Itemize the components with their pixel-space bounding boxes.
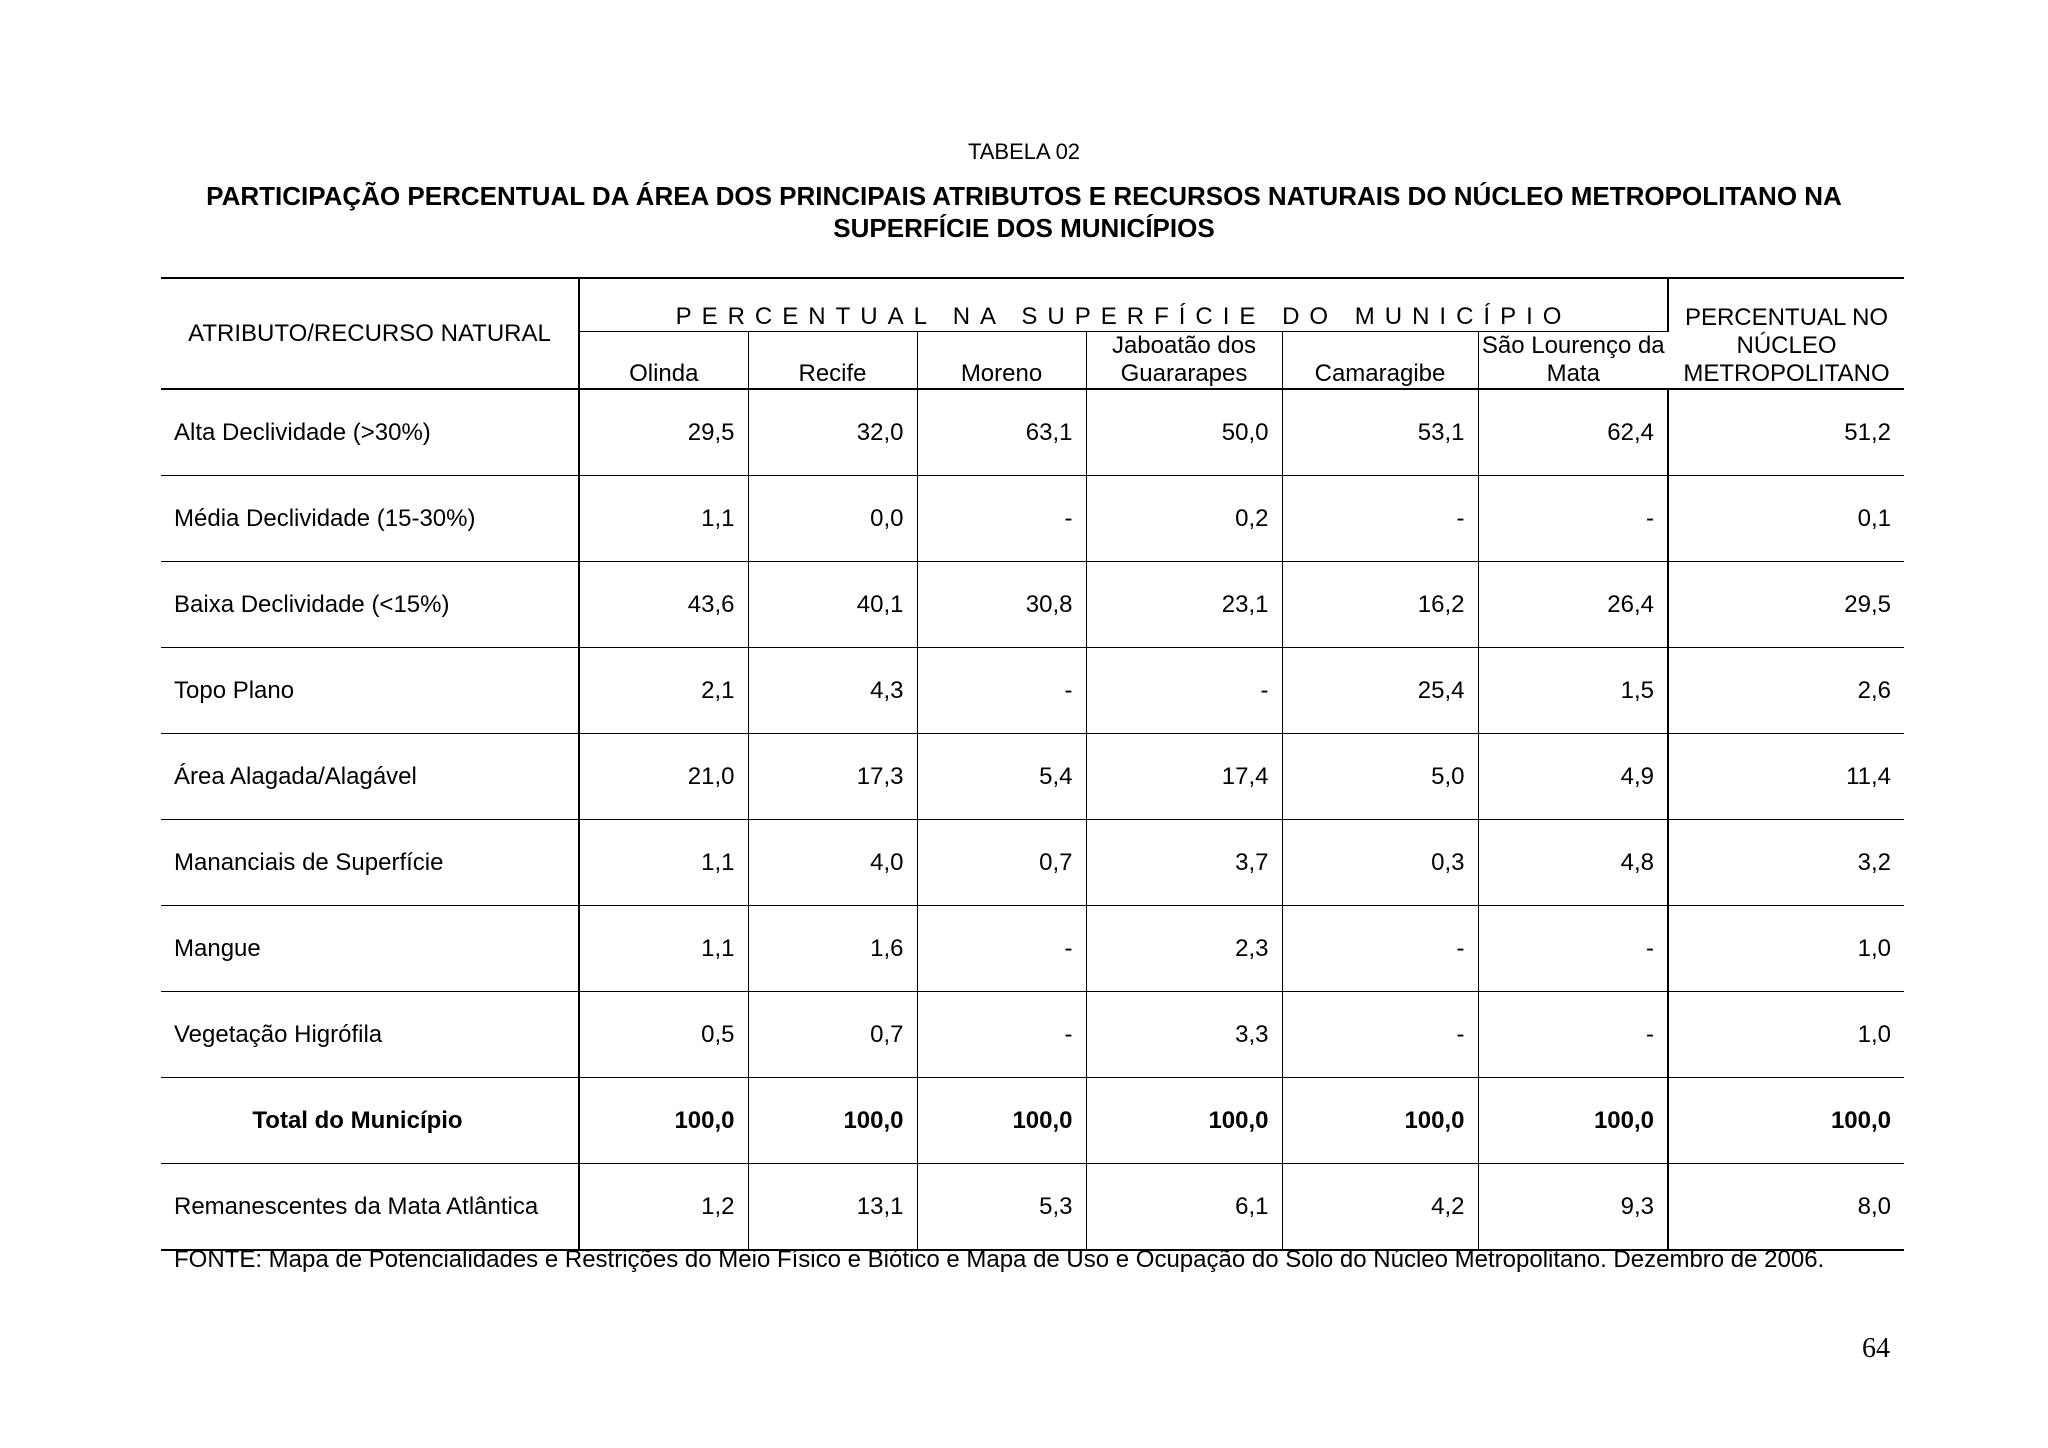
table-cell: 23,1: [1086, 562, 1282, 648]
table-cell: -: [917, 476, 1086, 562]
table-cell: 1,0: [1668, 992, 1904, 1078]
table-cell: 4,8: [1478, 820, 1668, 906]
column-header-sao-lourenco: São Lourenço da Mata: [1478, 332, 1668, 390]
column-header-moreno: Moreno: [917, 332, 1086, 390]
table-cell: 3,7: [1086, 820, 1282, 906]
table-cell: 0,7: [748, 992, 917, 1078]
table-cell: 2,1: [579, 648, 748, 734]
table-cell: 3,3: [1086, 992, 1282, 1078]
table-cell: 5,4: [917, 734, 1086, 820]
table-caption: TABELA 02: [967, 139, 1081, 164]
table-cell: 100,0: [579, 1078, 748, 1164]
table-cell: 63,1: [917, 389, 1086, 476]
table-cell: 2,3: [1086, 906, 1282, 992]
table-row: [161, 992, 1904, 1078]
table-cell: 40,1: [748, 562, 917, 648]
page-number: 64: [1862, 1333, 1890, 1364]
table-cell: 0,2: [1086, 476, 1282, 562]
table-cell: 4,3: [748, 648, 917, 734]
table-cell: 0,3: [1282, 820, 1478, 906]
row-label: Mangue: [161, 906, 579, 992]
row-label: Vegetação Higrófila: [161, 992, 579, 1078]
table-cell: 16,2: [1282, 562, 1478, 648]
column-header-recife: Recife: [748, 332, 917, 390]
table-cell: 100,0: [1086, 1078, 1282, 1164]
table-cell: -: [1282, 476, 1478, 562]
table-cell: -: [1282, 992, 1478, 1078]
row-label: Área Alagada/Alagável: [161, 734, 579, 820]
table-cell: 1,0: [1668, 906, 1904, 992]
table-cell: -: [1478, 476, 1668, 562]
table-cell: -: [1478, 906, 1668, 992]
table-cell: 2,6: [1668, 648, 1904, 734]
table-cell: 29,5: [579, 389, 748, 476]
table-cell: 51,2: [1668, 389, 1904, 476]
table-cell: 4,2: [1282, 1164, 1478, 1251]
table-cell: 1,1: [579, 906, 748, 992]
row-label: Baixa Declividade (<15%): [161, 562, 579, 648]
table-cell: 43,6: [579, 562, 748, 648]
table-cell: 11,4: [1668, 734, 1904, 820]
column-header-camaragibe: Camaragibe: [1282, 332, 1478, 390]
table-row: [161, 389, 1904, 476]
row-label: Topo Plano: [161, 648, 579, 734]
data-table: [161, 277, 1904, 1251]
table-cell: 1,2: [579, 1164, 748, 1251]
table-cell: 13,1: [748, 1164, 917, 1251]
table-cell: -: [917, 906, 1086, 992]
table-cell: -: [1086, 648, 1282, 734]
table-row: [161, 648, 1904, 734]
table-cell: 100,0: [1668, 1078, 1904, 1164]
table-cell: -: [917, 648, 1086, 734]
table-cell: 0,0: [748, 476, 917, 562]
row-label: Remanescentes da Mata Atlântica: [161, 1164, 579, 1251]
table-row: [161, 476, 1904, 562]
table-cell: 100,0: [748, 1078, 917, 1164]
table-cell: 29,5: [1668, 562, 1904, 648]
table-row: [161, 906, 1904, 992]
metro-percent-column-header: PERCENTUAL NO NÚCLEO METROPOLITANO: [1668, 278, 1904, 389]
table-cell: 50,0: [1086, 389, 1282, 476]
table-cell: 1,1: [579, 820, 748, 906]
table-cell: 100,0: [1282, 1078, 1478, 1164]
table-cell: 5,3: [917, 1164, 1086, 1251]
municipal-percent-group-header: PERCENTUAL NA SUPERFÍCIE DO MUNICÍPIO: [579, 278, 1668, 332]
row-label: Média Declividade (15-30%): [161, 476, 579, 562]
table-cell: 1,1: [579, 476, 748, 562]
table-cell: -: [1478, 992, 1668, 1078]
attribute-column-header: ATRIBUTO/RECURSO NATURAL: [161, 278, 579, 389]
table-title: PARTICIPAÇÃO PERCENTUAL DA ÁREA DOS PRINCIPAIS ATRIBUTOS E RECURSOS NATURAIS DO NÚCLEO METROPOLITANO NA SUPERFÍCIE DOS MUNICÍPIOS: [206, 181, 1842, 243]
column-header-olinda: Olinda: [579, 332, 748, 390]
table-cell: 32,0: [748, 389, 917, 476]
source-note: FONTE: Mapa de Potencialidades e Restrições do Meio Físico e Biótico e Mapa de Uso e Ocupação do Solo do Núcleo Metropolitano. Dezembro de 2006.: [174, 1246, 1825, 1273]
table-cell: 53,1: [1282, 389, 1478, 476]
table-cell: 0,5: [579, 992, 748, 1078]
table-cell: -: [1282, 906, 1478, 992]
table-cell: 100,0: [1478, 1078, 1668, 1164]
table-cell: 0,7: [917, 820, 1086, 906]
table-row: [161, 562, 1904, 648]
table-cell: 17,3: [748, 734, 917, 820]
table-cell: 30,8: [917, 562, 1086, 648]
table-cell: 62,4: [1478, 389, 1668, 476]
table-cell: 3,2: [1668, 820, 1904, 906]
table-cell: 4,0: [748, 820, 917, 906]
table-cell: 26,4: [1478, 562, 1668, 648]
table-cell: 6,1: [1086, 1164, 1282, 1251]
table-cell: -: [917, 992, 1086, 1078]
row-label: Alta Declividade (>30%): [161, 389, 579, 476]
table-cell: 21,0: [579, 734, 748, 820]
table-cell: 100,0: [917, 1078, 1086, 1164]
row-label: Total do Município: [161, 1078, 579, 1164]
table-cell: 1,6: [748, 906, 917, 992]
table-cell: 8,0: [1668, 1164, 1904, 1251]
table-cell: 5,0: [1282, 734, 1478, 820]
row-label: Mananciais de Superfície: [161, 820, 579, 906]
table-row: [161, 820, 1904, 906]
column-header-jaboatao: Jaboatão dos Guararapes: [1086, 332, 1282, 390]
table-row: [161, 1164, 1904, 1251]
total-row: [161, 1078, 1904, 1164]
table-cell: 0,1: [1668, 476, 1904, 562]
table-row: [161, 734, 1904, 820]
table-cell: 9,3: [1478, 1164, 1668, 1251]
table-cell: 17,4: [1086, 734, 1282, 820]
table-cell: 1,5: [1478, 648, 1668, 734]
table-cell: 25,4: [1282, 648, 1478, 734]
table-cell: 4,9: [1478, 734, 1668, 820]
